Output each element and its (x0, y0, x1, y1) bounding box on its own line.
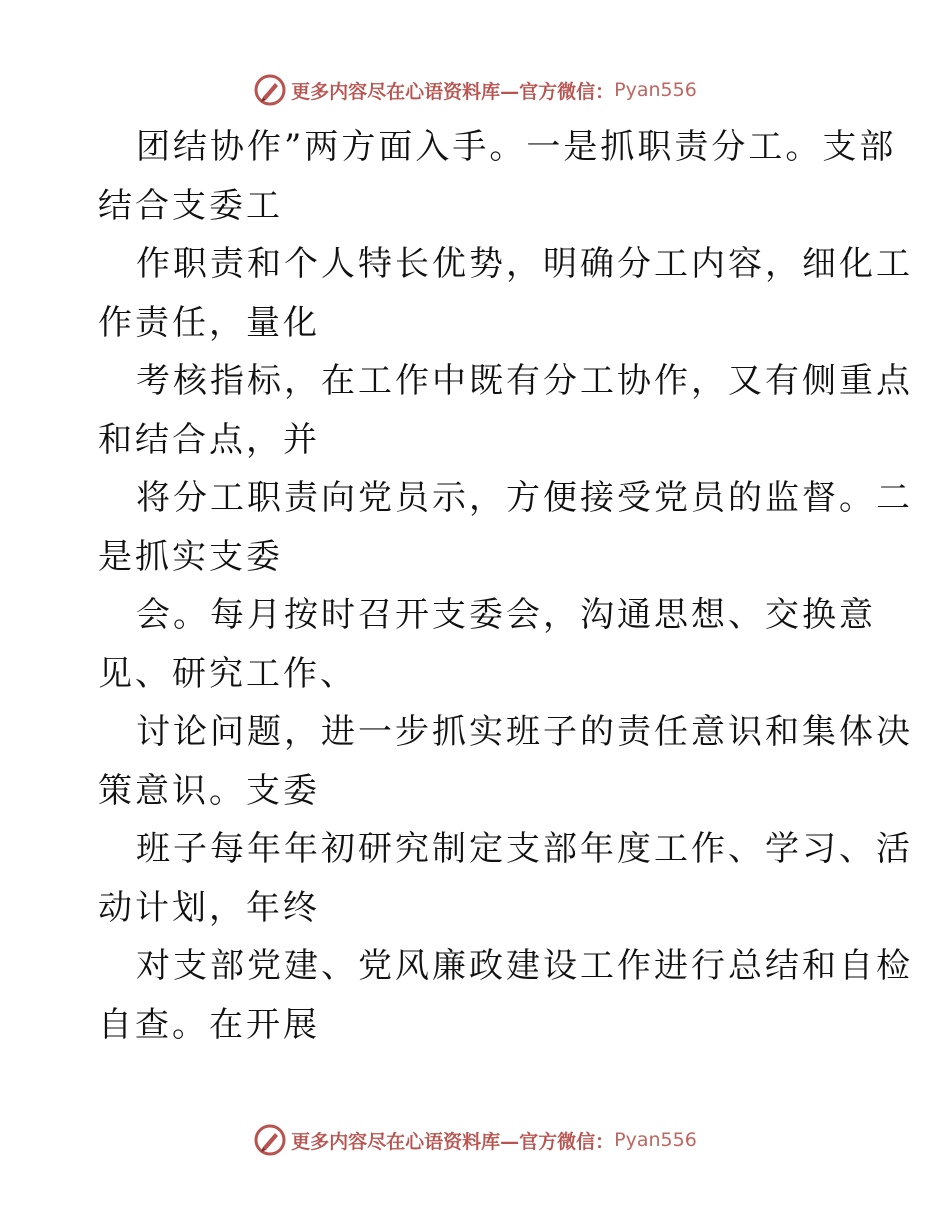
text-line: 和结合点，并 (98, 419, 320, 460)
pen-logo-icon (253, 73, 287, 107)
text-line: 班子每年年初研究制定支部年度工作、学习、活 (136, 829, 913, 869)
text-line: 讨论问题，进一步抓实班子的责任意识和集体决 (136, 712, 913, 752)
document-body (98, 118, 913, 1054)
watermark-text: 更多内容尽在心语资料库—官方微信： (291, 80, 615, 103)
text-line: 见、研究工作、 (98, 653, 357, 694)
text-line: 团结协作”两方面入手。一是抓职责分工。支部 (136, 127, 897, 167)
header-watermark (0, 70, 950, 110)
text-line: 考核指标，在工作中既有分工协作，又有侧重点 (136, 361, 913, 401)
text-line: 动计划，年终 (98, 887, 320, 928)
text-line: 会。每月按时召开支委会，沟通思想、交换意 (136, 595, 876, 635)
watermark-text: 更多内容尽在心语资料库—官方微信： (291, 1130, 615, 1153)
text-line: 作责任，量化 (98, 302, 320, 343)
footer-watermark (0, 1120, 950, 1160)
text-line: 是抓实支委 (98, 536, 283, 577)
pen-logo-icon (253, 1123, 287, 1157)
watermark-wechat-id: Pyan556 (614, 1129, 697, 1151)
text-line: 对支部党建、党风廉政建设工作进行总结和自检 (136, 946, 913, 986)
text-line: 结合支委工 (98, 185, 283, 226)
text-line: 将分工职责向党员示，方便接受党员的监督。二 (136, 478, 913, 518)
text-line: 自查。在开展 (98, 1004, 320, 1045)
watermark-wechat-id: Pyan556 (614, 79, 697, 101)
text-line: 作职责和个人特长优势，明确分工内容，细化工 (136, 244, 913, 284)
text-line: 策意识。支委 (98, 770, 320, 811)
